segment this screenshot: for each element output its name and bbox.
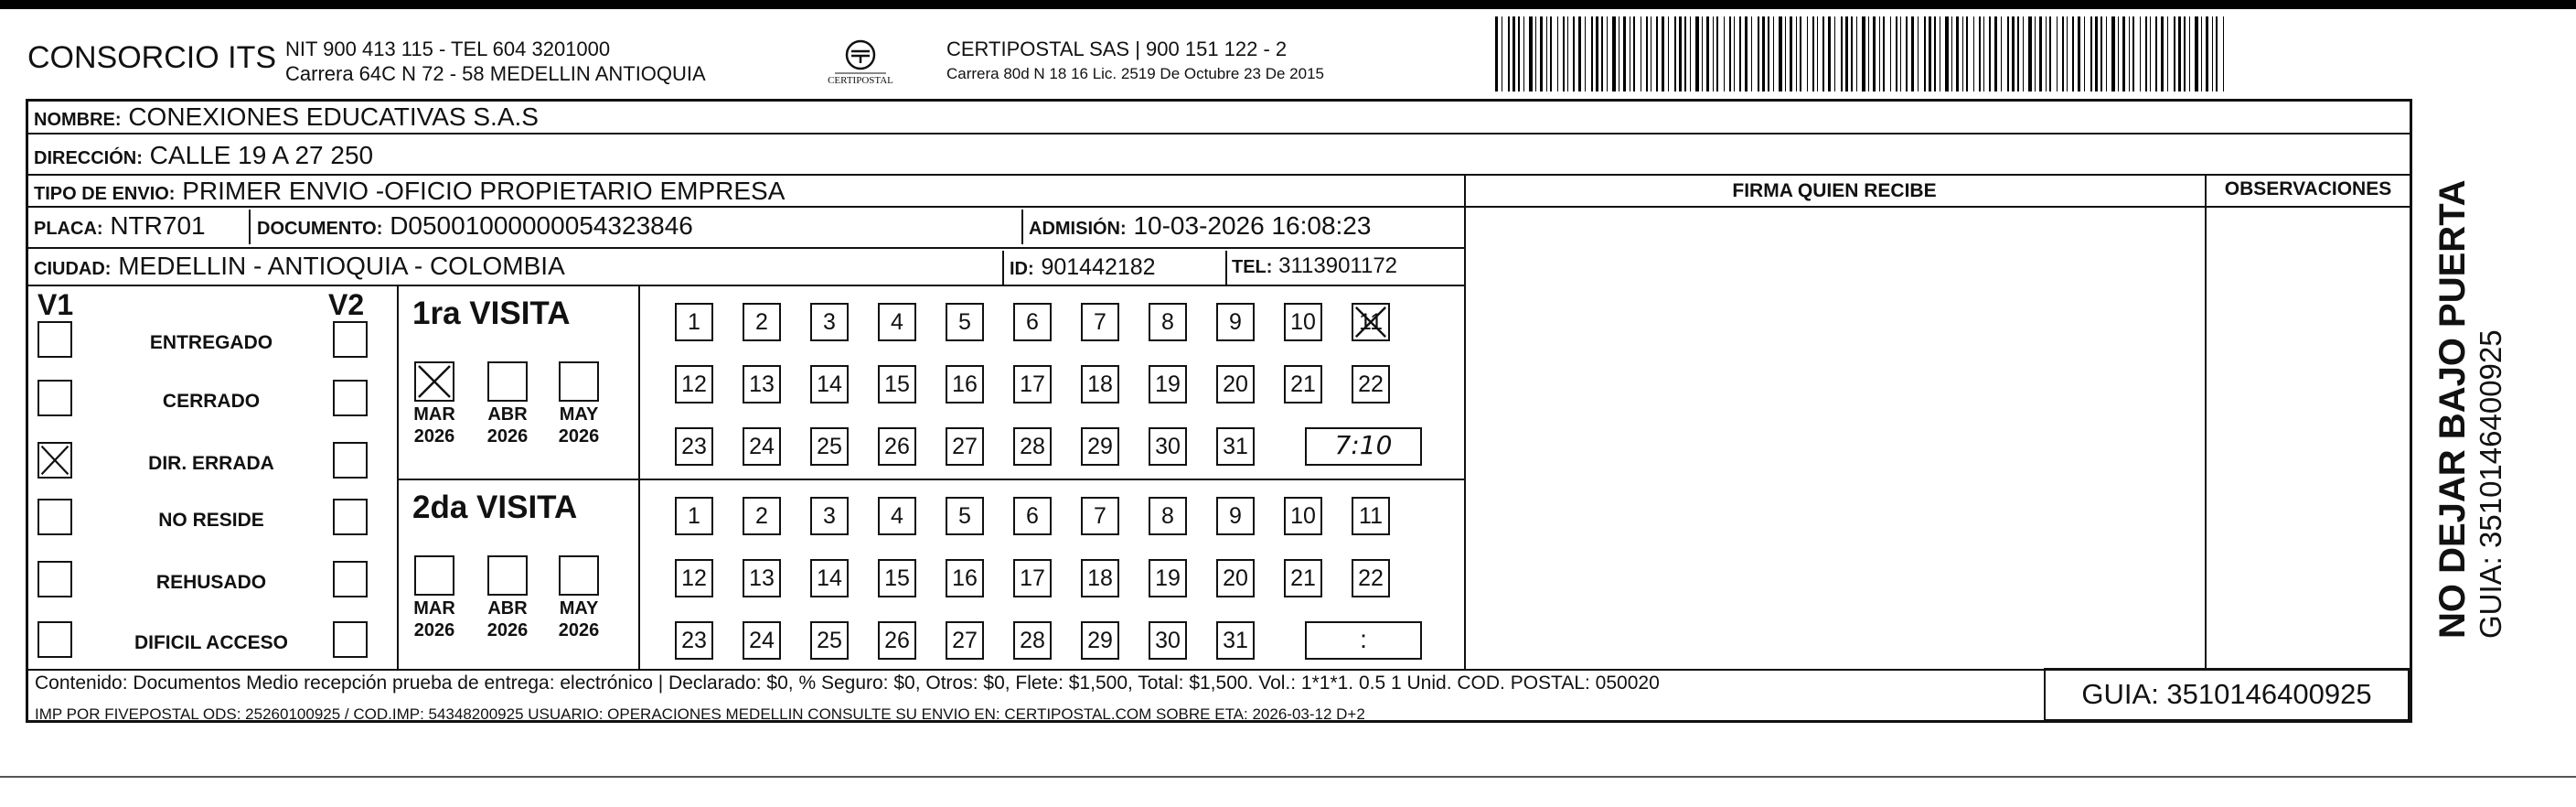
day-checkbox[interactable] [1013, 365, 1052, 404]
day-number: 11 [1359, 503, 1383, 529]
month-label [551, 597, 606, 641]
tel-value: 3113901172 [1278, 253, 1398, 278]
month-year: 2026 [486, 620, 529, 640]
day-number: 6 [1026, 503, 1039, 529]
day-number: 15 [884, 371, 910, 397]
day-checkbox[interactable] [946, 559, 984, 597]
day-number: 1 [688, 503, 700, 529]
day-checkbox[interactable] [1216, 303, 1255, 341]
month-checkbox[interactable] [559, 555, 599, 596]
day-checkbox[interactable] [1216, 559, 1255, 597]
day-number: 9 [1229, 309, 1242, 335]
nit-line: NIT 900 413 115 - TEL 604 3201000 [285, 38, 611, 60]
day-number: 23 [681, 434, 707, 459]
logo-caption: CERTIPOSTAL [828, 75, 893, 86]
day-number: 9 [1229, 503, 1242, 529]
day-checkbox[interactable] [878, 621, 916, 660]
day-number: 5 [958, 309, 971, 335]
day-checkbox[interactable] [1284, 303, 1322, 341]
day-number: 28 [1020, 434, 1045, 459]
firma-header: FIRMA QUIEN RECIBE [1732, 180, 1937, 201]
month-checkbox[interactable] [414, 361, 454, 402]
v1-checkbox[interactable] [37, 442, 72, 479]
day-number: 17 [1020, 371, 1045, 397]
day-number: 28 [1020, 628, 1045, 653]
day-checkbox[interactable] [1352, 303, 1390, 341]
side-warning: NO DEJAR BAJO PUERTA [2432, 179, 2473, 639]
day-number: 19 [1155, 565, 1181, 591]
day-checkbox[interactable] [810, 559, 849, 597]
brand-name: CONSORCIO ITS [27, 40, 277, 75]
address-line: Carrera 64C N 72 - 58 MEDELLIN ANTIOQUIA [285, 62, 706, 85]
day-checkbox[interactable] [1284, 497, 1322, 535]
tipo-envio-label: TIPO DE ENVIO: [34, 184, 176, 204]
status-label: REHUSADO [155, 572, 267, 593]
day-number: 1 [688, 309, 700, 335]
admision-value: 10-03-2026 16:08:23 [1133, 211, 1372, 240]
day-number: 24 [749, 628, 775, 653]
month-label [551, 404, 606, 447]
day-number: 16 [952, 371, 978, 397]
day-checkbox[interactable] [878, 559, 916, 597]
certipostal-address: Carrera 80d N 18 16 Lic. 2519 De Octubre 23 De 2015 [946, 65, 1324, 82]
month-year: 2026 [413, 620, 455, 640]
day-number: 12 [681, 371, 707, 397]
certipostal-info [946, 37, 1324, 86]
day-number: 22 [1358, 565, 1384, 591]
day-checkbox[interactable] [878, 497, 916, 535]
month-label [480, 597, 535, 641]
barcode [1495, 16, 2227, 91]
day-checkbox[interactable] [743, 365, 781, 404]
day-number: 19 [1155, 371, 1181, 397]
imp-line: IMP POR FIVEPOSTAL ODS: 25260100925 / COD.IMP: 54348200925 USUARIO: OPERACIONES MEDELLIN CONSULTE SU ENVIO EN: CERTIPOSTAL.COM SOBRE ETA: 2026-03-12 D+2 [35, 705, 1365, 723]
guia-number: GUIA: 3510146400925 [2044, 668, 2410, 721]
day-number: 26 [884, 628, 910, 653]
direccion-label: DIRECCIÓN: [34, 148, 143, 168]
day-checkbox[interactable] [1216, 365, 1255, 404]
day-checkbox[interactable] [810, 621, 849, 660]
day-checkbox[interactable] [946, 497, 984, 535]
company-info [285, 37, 706, 86]
month-year: 2026 [558, 426, 600, 447]
day-number: 11 [1359, 309, 1383, 335]
day-number: 4 [891, 503, 903, 529]
day-checkbox[interactable] [1284, 559, 1322, 597]
day-number: 7 [1094, 503, 1106, 529]
day-checkbox[interactable] [1352, 559, 1390, 597]
day-checkbox[interactable] [1081, 497, 1119, 535]
day-checkbox[interactable] [743, 427, 781, 466]
visit-title: 1ra VISITA [412, 296, 571, 331]
tipo-envio-value: PRIMER ENVIO -OFICIO PROPIETARIO EMPRESA [182, 177, 786, 205]
day-number: 14 [817, 565, 842, 591]
month-name: ABR [487, 598, 528, 619]
day-checkbox[interactable] [1149, 621, 1187, 660]
day-number: 3 [823, 309, 836, 335]
day-number: 21 [1290, 565, 1316, 591]
day-number: 6 [1026, 309, 1039, 335]
day-number: 2 [755, 503, 768, 529]
day-number: 29 [1087, 628, 1113, 653]
day-checkbox[interactable] [1013, 427, 1052, 466]
direccion-value: CALLE 19 A 27 250 [149, 141, 374, 169]
day-number: 7 [1094, 309, 1106, 335]
day-number: 16 [952, 565, 978, 591]
ciudad-field [34, 252, 565, 281]
day-checkbox[interactable] [743, 497, 781, 535]
day-checkbox[interactable] [1013, 497, 1052, 535]
visit-title: 2da VISITA [412, 490, 578, 525]
day-checkbox[interactable] [878, 303, 916, 341]
observaciones-header: OBSERVACIONES [2224, 178, 2392, 199]
day-number: 13 [749, 371, 775, 397]
month-year: 2026 [486, 426, 529, 447]
tel-label: TEL: [1232, 257, 1273, 277]
nombre-row [34, 102, 539, 132]
certipostal-line: CERTIPOSTAL SAS | 900 151 122 - 2 [946, 38, 1288, 60]
day-checkbox[interactable] [1081, 365, 1119, 404]
id-field [1010, 252, 1156, 281]
month-name: MAY [559, 404, 599, 425]
day-number: 25 [817, 628, 842, 653]
day-checkbox[interactable] [1216, 621, 1255, 660]
day-checkbox[interactable] [1149, 427, 1187, 466]
day-number: 24 [749, 434, 775, 459]
v2-checkbox[interactable] [333, 561, 368, 597]
status-label: DIFICIL ACCESO [134, 632, 288, 653]
day-number: 27 [952, 434, 978, 459]
v1-checkbox[interactable] [37, 380, 72, 416]
v2-checkbox[interactable] [333, 442, 368, 479]
tel-field [1232, 253, 1397, 279]
side-notice [2432, 126, 2508, 639]
tipo-envio-row [34, 177, 785, 206]
month-label [407, 404, 462, 447]
shipping-form [26, 99, 2412, 723]
status-label: NO RESIDE [158, 510, 264, 531]
day-number: 27 [952, 628, 978, 653]
month-checkbox[interactable] [414, 555, 454, 596]
day-checkbox[interactable] [946, 427, 984, 466]
day-number: 29 [1087, 434, 1113, 459]
documento-value: D05001000000054323846 [390, 211, 693, 240]
month-label [480, 404, 535, 447]
day-number: 5 [958, 503, 971, 529]
day-number: 23 [681, 628, 707, 653]
month-year: 2026 [413, 426, 455, 447]
status-label: CERRADO [162, 391, 261, 412]
day-number: 22 [1358, 371, 1384, 397]
day-checkbox[interactable] [675, 365, 713, 404]
month-checkbox[interactable] [487, 555, 528, 596]
v1-header: V1 [37, 288, 74, 321]
month-checkbox[interactable] [559, 361, 599, 402]
v2-checkbox[interactable] [333, 621, 368, 658]
month-year: 2026 [558, 620, 600, 640]
day-number: 8 [1161, 503, 1174, 529]
nombre-value: CONEXIONES EDUCATIVAS S.A.S [128, 102, 539, 131]
day-checkbox[interactable] [743, 303, 781, 341]
day-checkbox[interactable] [1013, 621, 1052, 660]
day-number: 17 [1020, 565, 1045, 591]
v1-checkbox[interactable] [37, 621, 72, 658]
day-number: 25 [817, 434, 842, 459]
id-label: ID: [1010, 259, 1034, 279]
day-number: 30 [1155, 628, 1181, 653]
day-checkbox[interactable] [743, 621, 781, 660]
day-checkbox[interactable] [1284, 365, 1322, 404]
day-number: 20 [1223, 565, 1248, 591]
day-checkbox[interactable] [1352, 365, 1390, 404]
day-number: 10 [1290, 503, 1316, 529]
day-number: 18 [1087, 565, 1113, 591]
certipostal-logo [817, 37, 904, 91]
month-name: MAY [559, 598, 599, 619]
admision-label: ADMISIÓN: [1029, 219, 1127, 239]
contenido-line: Contenido: Documentos Medio recepción prueba de entrega: electrónico | Declarado: $0, % Seguro: $0, Otros: $0, Flete: $1,500, Total: $1,500. Vol.: 1*1*1. 0.5 1 Unid. COD. POSTAL: 050020 [35, 672, 1660, 694]
day-number: 31 [1223, 434, 1248, 459]
day-checkbox[interactable] [675, 427, 713, 466]
month-name: MAR [413, 404, 455, 425]
status-label: DIR. ERRADA [148, 453, 274, 474]
day-checkbox[interactable] [946, 621, 984, 660]
day-checkbox[interactable] [810, 427, 849, 466]
v1-checkbox[interactable] [37, 499, 72, 535]
day-checkbox[interactable] [675, 497, 713, 535]
day-number: 20 [1223, 371, 1248, 397]
day-checkbox[interactable] [1216, 497, 1255, 535]
documento-field [257, 211, 693, 241]
documento-label: DOCUMENTO: [257, 219, 383, 239]
day-number: 4 [891, 309, 903, 335]
v1-checkbox[interactable] [37, 561, 72, 597]
day-number: 31 [1223, 628, 1248, 653]
day-checkbox[interactable] [1149, 497, 1187, 535]
month-checkbox[interactable] [487, 361, 528, 402]
direccion-row [34, 141, 373, 170]
day-checkbox[interactable] [1081, 303, 1119, 341]
day-checkbox[interactable] [1013, 559, 1052, 597]
day-number: 8 [1161, 309, 1174, 335]
v2-checkbox[interactable] [333, 499, 368, 535]
id-value: 901442182 [1041, 254, 1156, 280]
day-checkbox[interactable] [878, 427, 916, 466]
day-checkbox[interactable] [810, 365, 849, 404]
v2-checkbox[interactable] [333, 380, 368, 416]
day-checkbox[interactable] [1216, 427, 1255, 466]
ciudad-label: CIUDAD: [34, 259, 112, 279]
day-checkbox[interactable] [878, 365, 916, 404]
day-checkbox[interactable] [1081, 427, 1119, 466]
day-number: 21 [1290, 371, 1316, 397]
day-checkbox[interactable] [1149, 303, 1187, 341]
day-number: 10 [1290, 309, 1316, 335]
day-checkbox[interactable] [675, 559, 713, 597]
time-field[interactable]: 7:10 [1305, 427, 1422, 466]
day-checkbox[interactable] [946, 303, 984, 341]
month-label [407, 597, 462, 641]
day-number: 13 [749, 565, 775, 591]
day-number: 3 [823, 503, 836, 529]
day-checkbox[interactable] [1081, 559, 1119, 597]
day-number: 14 [817, 371, 842, 397]
day-checkbox[interactable] [1013, 303, 1052, 341]
v2-header: V2 [328, 288, 365, 321]
day-checkbox[interactable] [810, 303, 849, 341]
day-checkbox[interactable] [1149, 365, 1187, 404]
placa-label: PLACA: [34, 219, 103, 239]
side-guia: GUIA: 3510146400925 [2474, 329, 2507, 639]
bottom-rule [0, 776, 2576, 778]
day-checkbox[interactable] [1352, 497, 1390, 535]
nombre-label: NOMBRE: [34, 110, 122, 130]
day-number: 2 [755, 309, 768, 335]
day-checkbox[interactable] [675, 303, 713, 341]
day-checkbox[interactable] [743, 559, 781, 597]
ciudad-value: MEDELLIN - ANTIOQUIA - COLOMBIA [118, 252, 565, 280]
v2-checkbox[interactable] [333, 321, 368, 358]
day-number: 26 [884, 434, 910, 459]
day-number: 30 [1155, 434, 1181, 459]
time-field[interactable]: : [1305, 621, 1422, 660]
month-name: ABR [487, 404, 528, 425]
day-number: 18 [1087, 371, 1113, 397]
admision-field [1029, 211, 1371, 241]
top-border [0, 0, 2576, 9]
day-checkbox[interactable] [675, 621, 713, 660]
day-checkbox[interactable] [946, 365, 984, 404]
day-number: 15 [884, 565, 910, 591]
month-name: MAR [413, 598, 455, 619]
status-label: ENTREGADO [149, 332, 273, 353]
day-checkbox[interactable] [1149, 559, 1187, 597]
placa-value: NTR701 [110, 211, 206, 240]
day-number: 12 [681, 565, 707, 591]
day-checkbox[interactable] [1081, 621, 1119, 660]
placa-field [34, 211, 206, 241]
v1-checkbox[interactable] [37, 321, 72, 358]
day-checkbox[interactable] [810, 497, 849, 535]
